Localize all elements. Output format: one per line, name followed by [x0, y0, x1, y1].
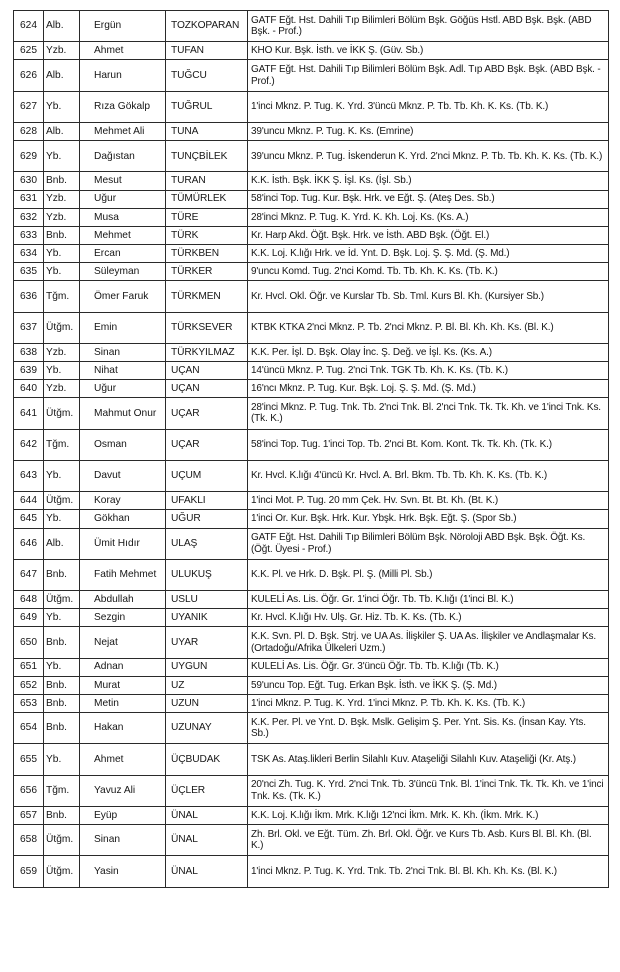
surname-cell: TÜRKMEN — [166, 281, 248, 312]
surname-cell: TUNÇBİLEK — [166, 141, 248, 172]
unit-assignment-cell: 28'inci Mknz. P. Tug. K. Yrd. K. Kh. Loj. Ks. (Ks. A.) — [248, 208, 609, 226]
surname-cell: TÜRKBEN — [166, 245, 248, 263]
personnel-table — [13, 10, 609, 888]
table-row — [14, 141, 609, 172]
unit-assignment-cell: TSK As. Ataş.likleri Berlin Silahlı Kuv. Ataşeliği Silahlı Kuv. Ataşeliği (Kr. Atş.) — [248, 744, 609, 775]
rank-cell: Yb. — [44, 245, 80, 263]
unit-assignment-cell: 14'üncü Mknz. P. Tug. 2'nci Tnk. TGK Tb. Kh. K. Ks. (Tb. K.) — [248, 362, 609, 380]
table-row — [14, 263, 609, 281]
unit-assignment-cell: 1'inci Mknz. P. Tug. K. Yrd. Tnk. Tb. 2'nci Tnk. Bl. Bl. Kh. Kh. Ks. (Bl. K.) — [248, 856, 609, 887]
rank-cell: Bnb. — [44, 694, 80, 712]
row-number: 636 — [14, 281, 44, 312]
first-name-cell: Yasin — [80, 856, 166, 887]
rank-cell: Alb. — [44, 528, 80, 559]
first-name-cell: Emin — [80, 312, 166, 343]
first-name-cell: Musa — [80, 208, 166, 226]
unit-assignment-cell: GATF Eğt. Hst. Dahili Tıp Bilimleri Bölüm Bşk. Nöroloji ABD Bşk. Bşk. Öğt. Ks. (Öğt. Üyesi - Prof.) — [248, 528, 609, 559]
table-row — [14, 42, 609, 60]
first-name-cell: Nejat — [80, 627, 166, 658]
unit-assignment-cell: GATF Eğt. Hst. Dahili Tıp Bilimleri Bölüm Bşk. Göğüs Hstl. ABD Bşk. Bşk. (ABD Bşk. - Prof.) — [248, 11, 609, 42]
surname-cell: TOZKOPARAN — [166, 11, 248, 42]
rank-cell: Bnb. — [44, 226, 80, 244]
unit-assignment-cell: K.K. Per. İşl. D. Bşk. Olay İnc. Ş. Değ. ve İşl. Ks. (Ks. A.) — [248, 343, 609, 361]
surname-cell: UÇAR — [166, 429, 248, 460]
rank-cell: Alb. — [44, 11, 80, 42]
surname-cell: UĞUR — [166, 510, 248, 528]
unit-assignment-cell: Kr. Harp Akd. Öğt. Bşk. Hrk. ve İsth. ABD Bşk. (Öğt. El.) — [248, 226, 609, 244]
row-number: 639 — [14, 362, 44, 380]
table-row — [14, 91, 609, 122]
table-row — [14, 312, 609, 343]
rank-cell: Yzb. — [44, 208, 80, 226]
surname-cell: UÇAR — [166, 398, 248, 429]
first-name-cell: Sinan — [80, 825, 166, 856]
unit-assignment-cell: KHO Kur. Bşk. İsth. ve İKK Ş. (Güv. Sb.) — [248, 42, 609, 60]
table-row — [14, 609, 609, 627]
table-row — [14, 123, 609, 141]
surname-cell: USLU — [166, 591, 248, 609]
unit-assignment-cell: 1'inci Or. Kur. Bşk. Hrk. Kur. Ybşk. Hrk. Bşk. Eğt. Ş. (Spor Sb.) — [248, 510, 609, 528]
row-number: 630 — [14, 172, 44, 190]
first-name-cell: Uğur — [80, 190, 166, 208]
surname-cell: UÇUM — [166, 460, 248, 491]
row-number: 650 — [14, 627, 44, 658]
first-name-cell: Mahmut Onur — [80, 398, 166, 429]
first-name-cell: Yavuz Ali — [80, 775, 166, 806]
table-row — [14, 343, 609, 361]
surname-cell: TÜRE — [166, 208, 248, 226]
first-name-cell: Ahmet — [80, 42, 166, 60]
surname-cell: UÇAN — [166, 362, 248, 380]
table-row — [14, 559, 609, 590]
table-row — [14, 658, 609, 676]
first-name-cell: Ergün — [80, 11, 166, 42]
table-row — [14, 694, 609, 712]
row-number: 638 — [14, 343, 44, 361]
row-number: 652 — [14, 676, 44, 694]
rank-cell: Alb. — [44, 123, 80, 141]
row-number: 633 — [14, 226, 44, 244]
row-number: 642 — [14, 429, 44, 460]
table-row — [14, 380, 609, 398]
rank-cell: Yzb. — [44, 190, 80, 208]
table-row — [14, 281, 609, 312]
surname-cell: UFAKLI — [166, 492, 248, 510]
unit-assignment-cell: 9'uncu Komd. Tug. 2'nci Komd. Tb. Tb. Kh. K. Ks. (Tb. K.) — [248, 263, 609, 281]
unit-assignment-cell: 59'uncu Top. Eğt. Tug. Erkan Bşk. İsth. ve İKK Ş. (Ş. Md.) — [248, 676, 609, 694]
table-row — [14, 208, 609, 226]
surname-cell: TUNA — [166, 123, 248, 141]
surname-cell: UZUN — [166, 694, 248, 712]
row-number: 632 — [14, 208, 44, 226]
table-row — [14, 190, 609, 208]
table-row — [14, 429, 609, 460]
unit-assignment-cell: K.K. Loj. K.lığı İkm. Mrk. K.lığı 12'nci İkm. Mrk. K. Kh. (İkm. Mrk. K.) — [248, 806, 609, 824]
row-number: 644 — [14, 492, 44, 510]
rank-cell: Yb. — [44, 510, 80, 528]
first-name-cell: Hakan — [80, 713, 166, 744]
unit-assignment-cell: 1'inci Mknz. P. Tug. K. Yrd. 3'üncü Mknz. P. Tb. Tb. Kh. K. Ks. (Tb. K.) — [248, 91, 609, 122]
first-name-cell: Dağıstan — [80, 141, 166, 172]
unit-assignment-cell: K.K. Loj. K.lığı Hrk. ve İd. Ynt. D. Bşk. Loj. Ş. Ş. Md. (Ş. Md.) — [248, 245, 609, 263]
table-row — [14, 510, 609, 528]
rank-cell: Yb. — [44, 460, 80, 491]
personnel-table-body — [14, 11, 609, 888]
first-name-cell: Adnan — [80, 658, 166, 676]
unit-assignment-cell: 1'inci Mot. P. Tug. 20 mm Çek. Hv. Svn. Bt. Bt. Kh. (Bt. K.) — [248, 492, 609, 510]
surname-cell: ÜNAL — [166, 825, 248, 856]
rank-cell: Ütğm. — [44, 398, 80, 429]
surname-cell: TUĞRUL — [166, 91, 248, 122]
first-name-cell: Ahmet — [80, 744, 166, 775]
first-name-cell: Mehmet — [80, 226, 166, 244]
first-name-cell: Uğur — [80, 380, 166, 398]
table-row — [14, 744, 609, 775]
rank-cell: Yb. — [44, 744, 80, 775]
rank-cell: Ütğm. — [44, 312, 80, 343]
first-name-cell: Harun — [80, 60, 166, 91]
first-name-cell: Fatih Mehmet — [80, 559, 166, 590]
table-row — [14, 528, 609, 559]
surname-cell: TÜRKER — [166, 263, 248, 281]
row-number: 640 — [14, 380, 44, 398]
unit-assignment-cell: 1'inci Mknz. P. Tug. K. Yrd. 1'inci Mknz. P. Tb. Kh. K. Ks. (Tb. K.) — [248, 694, 609, 712]
row-number: 657 — [14, 806, 44, 824]
unit-assignment-cell: Kr. Hvcl. Okl. Öğr. ve Kurslar Tb. Sb. Tml. Kurs Bl. Kh. (Kursiyer Sb.) — [248, 281, 609, 312]
row-number: 649 — [14, 609, 44, 627]
table-row — [14, 806, 609, 824]
row-number: 658 — [14, 825, 44, 856]
table-row — [14, 226, 609, 244]
rank-cell: Yb. — [44, 91, 80, 122]
surname-cell: ÜNAL — [166, 856, 248, 887]
row-number: 625 — [14, 42, 44, 60]
table-row — [14, 627, 609, 658]
first-name-cell: Sezgin — [80, 609, 166, 627]
first-name-cell: Mehmet Ali — [80, 123, 166, 141]
surname-cell: UZ — [166, 676, 248, 694]
first-name-cell: Murat — [80, 676, 166, 694]
surname-cell: ÜNAL — [166, 806, 248, 824]
unit-assignment-cell: Zh. Brl. Okl. ve Eğt. Tüm. Zh. Brl. Okl. Öğr. ve Kurs Tb. Asb. Kurs Bl. Bl. Kh. (Bl. K.) — [248, 825, 609, 856]
unit-assignment-cell: Kr. Hvcl. K.lığı 4'üncü Kr. Hvcl. A. Brl. Bkm. Tb. Tb. Kh. K. Ks. (Tb. K.) — [248, 460, 609, 491]
row-number: 656 — [14, 775, 44, 806]
rank-cell: Ütğm. — [44, 591, 80, 609]
surname-cell: UYAR — [166, 627, 248, 658]
unit-assignment-cell: KTBK KTKA 2'nci Mknz. P. Tb. 2'nci Mknz. P. Bl. Bl. Kh. Kh. Ks. (Bl. K.) — [248, 312, 609, 343]
surname-cell: ÜÇBUDAK — [166, 744, 248, 775]
table-row — [14, 676, 609, 694]
rank-cell: Bnb. — [44, 172, 80, 190]
row-number: 647 — [14, 559, 44, 590]
rank-cell: Yb. — [44, 362, 80, 380]
row-number: 653 — [14, 694, 44, 712]
unit-assignment-cell: K.K. Pl. ve Hrk. D. Bşk. Pl. Ş. (Milli Pl. Sb.) — [248, 559, 609, 590]
first-name-cell: Osman — [80, 429, 166, 460]
unit-assignment-cell: 58'inci Top. Tug. 1'inci Top. Tb. 2'nci Bt. Kom. Kont. Tk. Tk. Kh. (Tk. K.) — [248, 429, 609, 460]
first-name-cell: Abdullah — [80, 591, 166, 609]
unit-assignment-cell: KULELİ As. Lis. Öğr. Gr. 1'inci Öğr. Tb. Tb. K.lığı (1'inci Bl. K.) — [248, 591, 609, 609]
row-number: 643 — [14, 460, 44, 491]
unit-assignment-cell: K.K. Per. Pl. ve Ynt. D. Bşk. Mslk. Gelişim Ş. Per. Ynt. Sis. Ks. (İnsan Kay. Yts. Sb.) — [248, 713, 609, 744]
table-row — [14, 245, 609, 263]
unit-assignment-cell: K.K. Svn. Pl. D. Bşk. Strj. ve UA As. İlişkiler Ş. UA As. İlişkiler ve Andlaşmalar Ks. (Ortadoğu/Afrika Ülkeleri Uzm.) — [248, 627, 609, 658]
first-name-cell: Ümit Hıdır — [80, 528, 166, 559]
table-row — [14, 11, 609, 42]
first-name-cell: Koray — [80, 492, 166, 510]
surname-cell: TUFAN — [166, 42, 248, 60]
first-name-cell: Eyüp — [80, 806, 166, 824]
surname-cell: TUĞCU — [166, 60, 248, 91]
row-number: 655 — [14, 744, 44, 775]
table-row — [14, 775, 609, 806]
unit-assignment-cell: 16'ncı Mknz. P. Tug. Kur. Bşk. Loj. Ş. Ş. Md. (Ş. Md.) — [248, 380, 609, 398]
surname-cell: TÜRKSEVER — [166, 312, 248, 343]
rank-cell: Yb. — [44, 609, 80, 627]
row-number: 648 — [14, 591, 44, 609]
table-row — [14, 398, 609, 429]
rank-cell: Yzb. — [44, 343, 80, 361]
first-name-cell: Süleyman — [80, 263, 166, 281]
row-number: 654 — [14, 713, 44, 744]
surname-cell: UYANIK — [166, 609, 248, 627]
rank-cell: Alb. — [44, 60, 80, 91]
unit-assignment-cell: 39'uncu Mknz. P. Tug. İskenderun K. Yrd. 2'nci Mknz. P. Tb. Tb. Kh. K. Ks. (Tb. K.) — [248, 141, 609, 172]
row-number: 629 — [14, 141, 44, 172]
first-name-cell: Sinan — [80, 343, 166, 361]
table-row — [14, 492, 609, 510]
unit-assignment-cell: Kr. Hvcl. K.lığı Hv. Ulş. Gr. Hiz. Tb. K. Ks. (Tb. K.) — [248, 609, 609, 627]
first-name-cell: Ömer Faruk — [80, 281, 166, 312]
rank-cell: Bnb. — [44, 713, 80, 744]
row-number: 626 — [14, 60, 44, 91]
first-name-cell: Gökhan — [80, 510, 166, 528]
unit-assignment-cell: K.K. İsth. Bşk. İKK Ş. İşl. Ks. (İşl. Sb.) — [248, 172, 609, 190]
table-row — [14, 362, 609, 380]
row-number: 645 — [14, 510, 44, 528]
table-row — [14, 856, 609, 887]
surname-cell: TÜMÜRLEK — [166, 190, 248, 208]
surname-cell: UYGUN — [166, 658, 248, 676]
surname-cell: TÜRK — [166, 226, 248, 244]
rank-cell: Tğm. — [44, 775, 80, 806]
unit-assignment-cell: 58'inci Top. Tug. Kur. Bşk. Hrk. ve Eğt. Ş. (Ateş Des. Sb.) — [248, 190, 609, 208]
unit-assignment-cell: KULELİ As. Lis. Öğr. Gr. 3'üncü Öğr. Tb. Tb. K.lığı (Tb. K.) — [248, 658, 609, 676]
unit-assignment-cell: 20'nci Zh. Tug. K. Yrd. 2'nci Tnk. Tb. 3'üncü Tnk. Bl. 1'inci Tnk. Tk. Tk. Kh. ve 1'inci Tnk. Ks. (Tk. K.) — [248, 775, 609, 806]
rank-cell: Ütğm. — [44, 492, 80, 510]
surname-cell: TURAN — [166, 172, 248, 190]
row-number: 624 — [14, 11, 44, 42]
table-row — [14, 60, 609, 91]
surname-cell: ÜÇLER — [166, 775, 248, 806]
row-number: 659 — [14, 856, 44, 887]
row-number: 641 — [14, 398, 44, 429]
rank-cell: Tğm. — [44, 281, 80, 312]
first-name-cell: Davut — [80, 460, 166, 491]
surname-cell: ULUKUŞ — [166, 559, 248, 590]
row-number: 651 — [14, 658, 44, 676]
surname-cell: TÜRKYILMAZ — [166, 343, 248, 361]
rank-cell: Yb. — [44, 658, 80, 676]
surname-cell: ULAŞ — [166, 528, 248, 559]
table-row — [14, 460, 609, 491]
table-row — [14, 591, 609, 609]
rank-cell: Ütğm. — [44, 856, 80, 887]
row-number: 628 — [14, 123, 44, 141]
first-name-cell: Ercan — [80, 245, 166, 263]
surname-cell: UZUNAY — [166, 713, 248, 744]
row-number: 635 — [14, 263, 44, 281]
first-name-cell: Metin — [80, 694, 166, 712]
row-number: 627 — [14, 91, 44, 122]
row-number: 631 — [14, 190, 44, 208]
unit-assignment-cell: GATF Eğt. Hst. Dahili Tıp Bilimleri Bölüm Bşk. Adl. Tıp ABD Bşk. Bşk. (ABD Bşk. - Prof.) — [248, 60, 609, 91]
rank-cell: Bnb. — [44, 676, 80, 694]
unit-assignment-cell: 28'inci Mknz. P. Tug. Tnk. Tb. 2'nci Tnk. Bl. 2'nci Tnk. Tk. Tk. Kh. ve 1'inci Tnk. Ks. (Tk. K.) — [248, 398, 609, 429]
rank-cell: Tğm. — [44, 429, 80, 460]
surname-cell: UÇAN — [166, 380, 248, 398]
row-number: 634 — [14, 245, 44, 263]
first-name-cell: Mesut — [80, 172, 166, 190]
table-row — [14, 825, 609, 856]
rank-cell: Yzb. — [44, 380, 80, 398]
rank-cell: Ütğm. — [44, 825, 80, 856]
rank-cell: Bnb. — [44, 559, 80, 590]
unit-assignment-cell: 39'uncu Mknz. P. Tug. K. Ks. (Emrine) — [248, 123, 609, 141]
row-number: 637 — [14, 312, 44, 343]
first-name-cell: Rıza Gökalp — [80, 91, 166, 122]
rank-cell: Yb. — [44, 263, 80, 281]
rank-cell: Bnb. — [44, 627, 80, 658]
rank-cell: Yb. — [44, 141, 80, 172]
table-row — [14, 172, 609, 190]
first-name-cell: Nihat — [80, 362, 166, 380]
table-row — [14, 713, 609, 744]
row-number: 646 — [14, 528, 44, 559]
rank-cell: Bnb. — [44, 806, 80, 824]
rank-cell: Yzb. — [44, 42, 80, 60]
